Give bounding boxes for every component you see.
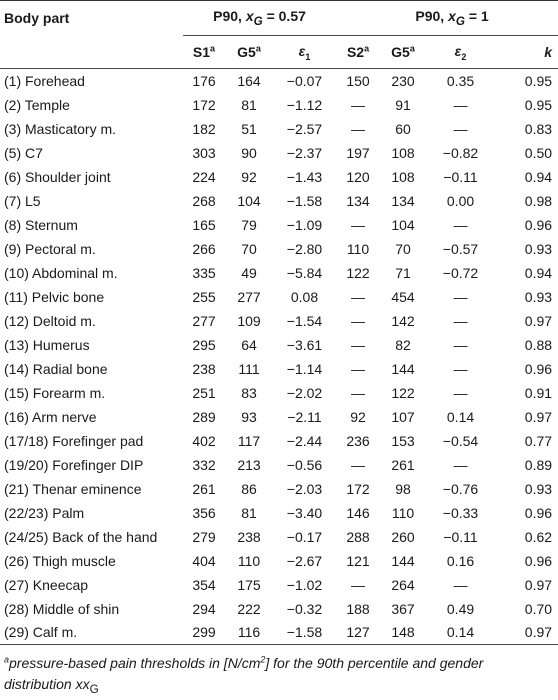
cell-g5-b: 107 <box>391 408 415 425</box>
cell-g5-a: 83 <box>241 384 257 401</box>
cell-s2: 146 <box>346 504 370 521</box>
col-header-s2: S2$^a$ <box>336 36 380 69</box>
cell-s2: 134 <box>346 192 370 209</box>
cell-epsilon-1: −0.56 <box>286 456 323 473</box>
cell-s1: 335 <box>192 264 216 281</box>
cell-epsilon-1: −1.09 <box>286 216 323 233</box>
cell-k: 0.95 <box>524 72 553 89</box>
cell-g5-a: 92 <box>241 168 257 185</box>
cell-k: 0.88 <box>524 336 553 353</box>
cell-epsilon-1: −2.02 <box>286 384 323 401</box>
cell-g5-b: 108 <box>391 144 415 161</box>
cell-epsilon-2: −0.76 <box>442 480 479 497</box>
table-row <box>0 453 558 477</box>
cell-body-part: (24/25) Back of the hand <box>4 528 158 545</box>
cell-g5-a: 104 <box>237 192 261 209</box>
cell-s1: 303 <box>192 144 216 161</box>
header-row-columns <box>0 36 558 69</box>
table-row <box>0 261 558 285</box>
cell-body-part: (3) Masticatory m. <box>4 120 117 137</box>
cell-epsilon-2: — <box>453 360 468 377</box>
cell-s1: 279 <box>192 528 216 545</box>
cell-g5-b: 454 <box>391 288 415 305</box>
group-header-xg-1: P90, $x_G = 1$ <box>336 1 558 36</box>
col-header-epsilon-2: $\varepsilon_2$ <box>426 36 495 69</box>
cell-body-part: (26) Thigh muscle <box>4 552 116 569</box>
cell-epsilon-2: −0.82 <box>442 144 479 161</box>
cell-epsilon-1: 0.08 <box>290 288 319 305</box>
cell-g5-b: 230 <box>391 72 415 89</box>
cell-s2: 122 <box>346 264 370 281</box>
cell-g5-a: 70 <box>241 240 257 257</box>
cell-g5-a: 117 <box>237 432 261 449</box>
cell-s2: 120 <box>346 168 370 185</box>
cell-s1: 295 <box>192 336 216 353</box>
table-row <box>0 477 558 501</box>
cell-s1: 172 <box>192 96 216 113</box>
cell-g5-a: 93 <box>241 408 257 425</box>
cell-k: 0.95 <box>524 96 553 113</box>
cell-g5-b: 142 <box>391 312 415 329</box>
cell-s2: 188 <box>346 600 370 617</box>
cell-s1: 277 <box>192 312 216 329</box>
cell-g5-b: 70 <box>395 240 411 257</box>
header-row-groups <box>0 1 558 36</box>
cell-s1: 182 <box>192 120 216 137</box>
cell-epsilon-2: 0.00 <box>446 192 475 209</box>
col-header-k: k <box>495 36 558 69</box>
cell-epsilon-1: −0.32 <box>286 600 323 617</box>
cell-k: 0.96 <box>524 360 553 377</box>
cell-k: 0.93 <box>524 480 553 497</box>
cell-s2: — <box>351 360 366 377</box>
cell-epsilon-2: — <box>453 216 468 233</box>
cell-body-part: (2) Temple <box>4 96 70 113</box>
col-header-s1: S1$^a$ <box>183 36 225 69</box>
cell-g5-b: 367 <box>391 600 415 617</box>
cell-g5-b: 264 <box>391 576 415 593</box>
cell-s2: 197 <box>346 144 370 161</box>
cell-g5-b: 91 <box>395 96 411 113</box>
cell-s1: 294 <box>192 600 216 617</box>
cell-g5-a: 277 <box>237 288 261 305</box>
cell-body-part: (5) C7 <box>4 144 43 161</box>
table-row <box>0 237 558 261</box>
cell-g5-a: 116 <box>225 621 273 645</box>
cell-epsilon-1: −1.54 <box>286 312 323 329</box>
table-row <box>0 381 558 405</box>
table-row <box>0 405 558 429</box>
cell-epsilon-2: 0.14 <box>446 408 475 425</box>
cell-k: 0.94 <box>524 168 553 185</box>
cell-g5-b: 134 <box>391 192 415 209</box>
cell-body-part: (7) L5 <box>4 192 41 209</box>
cell-epsilon-2: 0.16 <box>446 552 475 569</box>
cell-epsilon-1: −1.02 <box>286 576 323 593</box>
table-footnote: $^a$pressure-based pain thresholds in $[N/cm^2]$ for the 90th percentile and gender distribution $xx_G$ <box>4 654 484 696</box>
table-row <box>0 141 558 165</box>
cell-g5-b: 122 <box>391 384 415 401</box>
cell-s1: 165 <box>192 216 216 233</box>
cell-s2: — <box>351 576 366 593</box>
cell-epsilon-2: — <box>453 288 468 305</box>
cell-k: 0.96 <box>524 552 553 569</box>
cell-body-part: (28) Middle of shin <box>4 600 120 617</box>
cell-k: 0.83 <box>524 120 553 137</box>
cell-body-part: (17/18) Forefinger pad <box>4 432 144 449</box>
cell-s2: 110 <box>346 240 370 257</box>
cell-body-part: (12) Deltoid m. <box>4 312 96 329</box>
cell-s1: 354 <box>192 576 216 593</box>
cell-s1: 224 <box>192 168 216 185</box>
cell-k: 0.93 <box>524 288 553 305</box>
cell-body-part: (10) Abdominal m. <box>4 264 118 281</box>
table-row <box>0 621 558 645</box>
cell-s2: — <box>351 96 366 113</box>
cell-s1: 266 <box>192 240 216 257</box>
cell-s1: 299 <box>183 621 225 645</box>
cell-epsilon-1: −1.58 <box>286 192 323 209</box>
cell-g5-a: 86 <box>241 480 257 497</box>
table-row <box>0 357 558 381</box>
table-row <box>0 597 558 621</box>
cell-s2: — <box>351 456 366 473</box>
cell-epsilon-1: −2.03 <box>286 480 323 497</box>
table-row <box>0 117 558 141</box>
cell-s1: 332 <box>192 456 216 473</box>
cell-s2: — <box>351 120 366 137</box>
table-row <box>0 213 558 237</box>
cell-k: 0.89 <box>524 456 553 473</box>
cell-g5-b: 71 <box>395 264 411 281</box>
cell-s2: — <box>351 216 366 233</box>
cell-epsilon-2: −0.57 <box>442 240 479 257</box>
cell-g5-a: 238 <box>237 528 261 545</box>
cell-body-part: (22/23) Palm <box>4 504 85 521</box>
cell-s2: 172 <box>346 480 370 497</box>
cell-epsilon-2: 0.14 <box>426 621 495 645</box>
cell-epsilon-2: — <box>453 384 468 401</box>
cell-epsilon-1: −2.67 <box>286 552 323 569</box>
cell-k: 0.97 <box>524 312 553 329</box>
cell-epsilon-1: −0.07 <box>286 72 323 89</box>
cell-k: 0.77 <box>524 432 553 449</box>
cell-g5-b: 144 <box>391 552 415 569</box>
cell-epsilon-1: −1.58 <box>273 621 336 645</box>
cell-epsilon-1: −3.40 <box>286 504 323 521</box>
cell-epsilon-1: −2.44 <box>286 432 323 449</box>
cell-body-part: (13) Humerus <box>4 336 90 353</box>
cell-g5-b: 153 <box>391 432 415 449</box>
cell-k: 0.97 <box>495 621 558 645</box>
cell-epsilon-2: −0.54 <box>442 432 479 449</box>
col-header-body-part: Body part <box>0 1 183 36</box>
cell-g5-a: 222 <box>237 600 261 617</box>
table-row <box>0 501 558 525</box>
cell-g5-b: 60 <box>395 120 411 137</box>
cell-epsilon-2: — <box>453 336 468 353</box>
cell-s1: 356 <box>192 504 216 521</box>
cell-k: 0.98 <box>524 192 553 209</box>
cell-body-part: (19/20) Forefinger DIP <box>4 456 144 473</box>
cell-body-part: (11) Pelvic bone <box>4 288 105 305</box>
cell-epsilon-2: −0.33 <box>442 504 479 521</box>
cell-s1: 261 <box>192 480 216 497</box>
cell-body-part: (6) Shoulder joint <box>4 168 111 185</box>
cell-s1: 289 <box>192 408 216 425</box>
cell-s1: 251 <box>192 384 216 401</box>
cell-epsilon-2: — <box>453 120 468 137</box>
cell-k: 0.70 <box>524 600 553 617</box>
cell-epsilon-1: −2.37 <box>286 144 323 161</box>
table-row <box>0 69 558 93</box>
cell-body-part: (8) Sternum <box>4 216 78 233</box>
cell-s2: 127 <box>336 621 380 645</box>
cell-g5-b: 260 <box>391 528 415 545</box>
col-header-epsilon-1: $\varepsilon_1$ <box>273 36 336 69</box>
table-row <box>0 309 558 333</box>
cell-k: 0.93 <box>524 240 553 257</box>
table-row <box>0 549 558 573</box>
cell-epsilon-2: — <box>453 456 468 473</box>
cell-g5-b: 98 <box>395 480 411 497</box>
cell-s2: — <box>351 384 366 401</box>
table-row <box>0 189 558 213</box>
cell-g5-a: 110 <box>237 552 261 569</box>
table-row <box>0 525 558 549</box>
cell-s2: — <box>351 288 366 305</box>
cell-s2: 150 <box>346 72 370 89</box>
cell-s1: 255 <box>192 288 216 305</box>
cell-g5-a: 109 <box>237 312 261 329</box>
cell-k: 0.62 <box>524 528 553 545</box>
cell-g5-b: 104 <box>391 216 415 233</box>
cell-epsilon-2: — <box>453 576 468 593</box>
table-body <box>0 69 558 645</box>
cell-body-part: (21) Thenar eminence <box>4 480 142 497</box>
cell-g5-a: 111 <box>238 360 260 377</box>
cell-g5-a: 79 <box>241 216 257 233</box>
cell-epsilon-2: — <box>453 96 468 113</box>
cell-k: 0.96 <box>524 504 553 521</box>
cell-body-part: (16) Arm nerve <box>4 408 97 425</box>
cell-epsilon-1: −3.61 <box>286 336 323 353</box>
col-header-g5-b: G5$^a$ <box>380 36 426 69</box>
cell-g5-b: 148 <box>380 621 426 645</box>
cell-k: 0.91 <box>524 384 553 401</box>
cell-g5-b: 82 <box>395 336 411 353</box>
col-header-g5-a: G5$^a$ <box>225 36 273 69</box>
cell-epsilon-1: −5.84 <box>286 264 323 281</box>
cell-s1: 238 <box>192 360 216 377</box>
cell-g5-a: 213 <box>237 456 261 473</box>
table-row <box>0 93 558 117</box>
cell-body-part: (9) Pectoral m. <box>4 240 96 257</box>
cell-k: 0.97 <box>524 408 553 425</box>
cell-s2: 288 <box>346 528 370 545</box>
cell-k: 0.97 <box>524 576 553 593</box>
cell-s1: 404 <box>192 552 216 569</box>
cell-k: 0.96 <box>524 216 553 233</box>
table-row <box>0 429 558 453</box>
cell-g5-b: 108 <box>391 168 415 185</box>
cell-g5-b: 110 <box>391 504 415 521</box>
cell-g5-b: 261 <box>391 456 415 473</box>
cell-s2: — <box>351 336 366 353</box>
cell-g5-a: 51 <box>241 120 257 137</box>
cell-g5-a: 90 <box>241 144 257 161</box>
cell-g5-a: 81 <box>241 504 257 521</box>
cell-s1: 176 <box>192 72 216 89</box>
cell-epsilon-1: −0.17 <box>286 528 323 545</box>
table-row <box>0 285 558 309</box>
cell-epsilon-1: −1.12 <box>286 96 323 113</box>
cell-g5-a: 64 <box>241 336 257 353</box>
cell-epsilon-1: −2.57 <box>286 120 323 137</box>
cell-epsilon-2: — <box>453 312 468 329</box>
cell-body-part: (15) Forearm m. <box>4 384 106 401</box>
cell-epsilon-1: −1.43 <box>286 168 323 185</box>
cell-epsilon-1: −2.80 <box>286 240 323 257</box>
cell-k: 0.94 <box>524 264 553 281</box>
cell-s1: 402 <box>192 432 216 449</box>
cell-body-part: (29) Calf m. <box>0 621 183 645</box>
cell-epsilon-1: −2.11 <box>287 408 322 425</box>
cell-g5-a: 164 <box>237 72 261 89</box>
cell-g5-b: 144 <box>391 360 415 377</box>
cell-g5-a: 81 <box>241 96 257 113</box>
table-row <box>0 573 558 597</box>
cell-s2: 92 <box>350 408 366 425</box>
cell-body-part: (1) Forehead <box>4 72 85 89</box>
cell-k: 0.50 <box>524 144 553 161</box>
cell-epsilon-1: −1.14 <box>286 360 323 377</box>
cell-epsilon-2: −0.11 <box>443 528 478 545</box>
cell-epsilon-2: −0.11 <box>443 168 478 185</box>
cell-epsilon-2: 0.35 <box>446 72 475 89</box>
cell-s2: 236 <box>346 432 370 449</box>
cell-g5-a: 175 <box>237 576 261 593</box>
cell-body-part: (14) Radial bone <box>4 360 108 377</box>
table-row <box>0 333 558 357</box>
cell-s1: 268 <box>192 192 216 209</box>
table-row <box>0 165 558 189</box>
cell-epsilon-2: 0.49 <box>446 600 475 617</box>
cell-s2: — <box>351 312 366 329</box>
cell-body-part: (27) Kneecap <box>4 576 89 593</box>
col-header-empty <box>0 36 183 69</box>
cell-s2: 121 <box>346 552 370 569</box>
group-header-xg-057: P90, $x_G = 0.57$ <box>183 1 336 36</box>
cell-epsilon-2: −0.72 <box>442 264 479 281</box>
cell-g5-a: 49 <box>241 264 257 281</box>
